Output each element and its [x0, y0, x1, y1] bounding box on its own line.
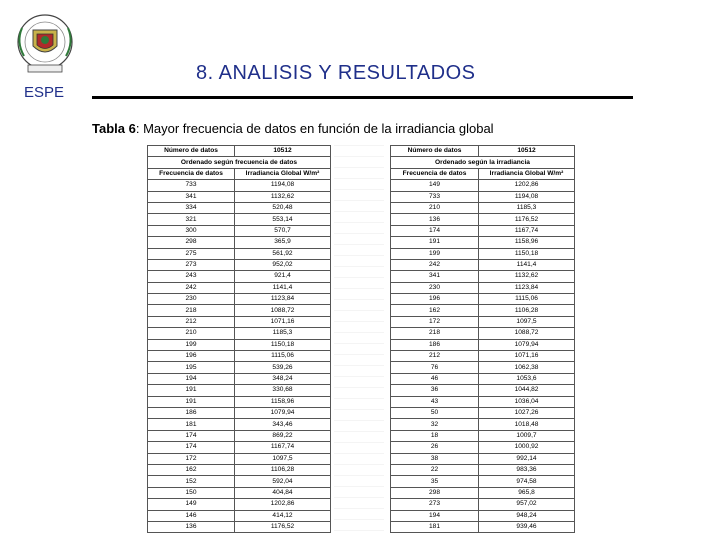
number-of-data-value: 10512 [235, 146, 331, 157]
irradiance-cell: 952,02 [235, 259, 331, 270]
frequency-cell: 218 [391, 328, 479, 339]
irradiance-cell: 365,9 [235, 237, 331, 248]
irradiance-cell: 1115,06 [479, 294, 575, 305]
irradiance-cell: 1202,86 [479, 180, 575, 191]
title-divider [92, 96, 633, 99]
column-header-irradiance: Irradiancia Global W/m² [479, 168, 575, 179]
irradiance-cell: 343,46 [235, 419, 331, 430]
frequency-cell: 196 [148, 351, 235, 362]
irradiance-cell: 1097,5 [235, 453, 331, 464]
frequency-cell: 150 [148, 487, 235, 498]
frequency-cell: 273 [391, 499, 479, 510]
page-title: 8. ANALISIS Y RESULTADOS [196, 62, 476, 84]
irradiance-cell: 1194,08 [479, 191, 575, 202]
table-row [148, 328, 331, 339]
table-row [148, 271, 331, 282]
frequency-cell: 18 [391, 430, 479, 441]
frequency-cell: 218 [148, 305, 235, 316]
frequency-cell: 174 [391, 225, 479, 236]
frequency-cell: 172 [148, 453, 235, 464]
table-row [148, 339, 331, 350]
frequency-cell: 242 [148, 282, 235, 293]
frequency-cell: 275 [148, 248, 235, 259]
frequency-cell: 172 [391, 316, 479, 327]
frequency-cell: 32 [391, 419, 479, 430]
frequency-cell: 191 [148, 396, 235, 407]
irradiance-cell: 1071,16 [235, 316, 331, 327]
frequency-cell: 149 [391, 180, 479, 191]
column-header-irradiance: Irradiancia Global W/m² [235, 168, 331, 179]
irradiance-cell: 553,14 [235, 214, 331, 225]
frequency-cell: 195 [148, 362, 235, 373]
irradiance-cell: 1176,52 [479, 214, 575, 225]
table-row [148, 453, 331, 464]
frequency-cell: 136 [391, 214, 479, 225]
frequency-cell: 162 [391, 305, 479, 316]
table-body [391, 180, 575, 533]
irradiance-cell: 592,04 [235, 476, 331, 487]
table-by-frequency [147, 145, 331, 533]
irradiance-cell: 921,4 [235, 271, 331, 282]
table-row [391, 521, 575, 532]
table-row [391, 282, 575, 293]
frequency-cell: 181 [148, 419, 235, 430]
frequency-cell: 191 [148, 385, 235, 396]
table-row [391, 202, 575, 213]
irradiance-cell: 1062,38 [479, 362, 575, 373]
caption-label: Tabla 6 [92, 121, 136, 136]
frequency-cell: 341 [391, 271, 479, 282]
irradiance-cell: 992,14 [479, 453, 575, 464]
table-row [391, 464, 575, 475]
irradiance-cell: 1141,4 [235, 282, 331, 293]
table-row [148, 464, 331, 475]
table-row [391, 407, 575, 418]
irradiance-cell: 1167,74 [479, 225, 575, 236]
table-row [391, 259, 575, 270]
table-row [148, 476, 331, 487]
frequency-cell: 50 [391, 407, 479, 418]
irradiance-cell: 869,22 [235, 430, 331, 441]
table-row [391, 419, 575, 430]
frequency-cell: 341 [148, 191, 235, 202]
irradiance-cell: 939,46 [479, 521, 575, 532]
irradiance-cell: 1097,5 [479, 316, 575, 327]
table-row [391, 442, 575, 453]
table-row [391, 430, 575, 441]
frequency-cell: 76 [391, 362, 479, 373]
table-row [148, 214, 331, 225]
irradiance-cell: 1115,06 [235, 351, 331, 362]
irradiance-cell: 1088,72 [235, 305, 331, 316]
irradiance-cell: 1123,84 [479, 282, 575, 293]
table-row [391, 214, 575, 225]
irradiance-cell: 414,12 [235, 510, 331, 521]
table-row [391, 328, 575, 339]
table-row [391, 373, 575, 384]
table-row [148, 499, 331, 510]
irradiance-cell: 561,92 [235, 248, 331, 259]
table-row [148, 362, 331, 373]
irradiance-cell: 1079,94 [479, 339, 575, 350]
frequency-cell: 38 [391, 453, 479, 464]
frequency-cell: 733 [391, 191, 479, 202]
frequency-cell: 212 [148, 316, 235, 327]
frequency-cell: 194 [391, 510, 479, 521]
irradiance-cell: 948,24 [479, 510, 575, 521]
number-of-data-label: Número de datos [148, 146, 235, 157]
irradiance-cell: 1027,26 [479, 407, 575, 418]
number-of-data-value: 10512 [479, 146, 575, 157]
table-row [148, 316, 331, 327]
frequency-cell: 36 [391, 385, 479, 396]
table-row [148, 294, 331, 305]
frequency-cell: 46 [391, 373, 479, 384]
table-row [391, 351, 575, 362]
irradiance-cell: 1167,74 [235, 442, 331, 453]
frequency-cell: 191 [391, 237, 479, 248]
irradiance-cell: 1000,92 [479, 442, 575, 453]
table-subtitle: Ordenado según la irradiancia [391, 157, 575, 168]
frequency-cell: 199 [148, 339, 235, 350]
irradiance-cell: 1044,82 [479, 385, 575, 396]
table-row [391, 362, 575, 373]
irradiance-cell: 330,68 [235, 385, 331, 396]
irradiance-cell: 1053,6 [479, 373, 575, 384]
frequency-cell: 230 [391, 282, 479, 293]
irradiance-cell: 1158,96 [235, 396, 331, 407]
table-row [391, 248, 575, 259]
table-row [391, 476, 575, 487]
espe-crest-logo [10, 10, 80, 78]
frequency-cell: 136 [148, 521, 235, 532]
irradiance-cell: 1132,62 [479, 271, 575, 282]
frequency-cell: 181 [391, 521, 479, 532]
table-row [148, 373, 331, 384]
frequency-cell: 35 [391, 476, 479, 487]
frequency-cell: 243 [148, 271, 235, 282]
irradiance-cell: 1141,4 [479, 259, 575, 270]
irradiance-cell: 1088,72 [479, 328, 575, 339]
table-row [148, 407, 331, 418]
table-row [391, 385, 575, 396]
frequency-cell: 26 [391, 442, 479, 453]
table-subtitle: Ordenado según frecuencia de datos [148, 157, 331, 168]
irradiance-cell: 348,24 [235, 373, 331, 384]
table-row [148, 385, 331, 396]
table-row [391, 339, 575, 350]
irradiance-cell: 1176,52 [235, 521, 331, 532]
table-row [148, 305, 331, 316]
frequency-cell: 186 [148, 407, 235, 418]
table-row [148, 180, 331, 191]
irradiance-cell: 983,36 [479, 464, 575, 475]
table-row [391, 237, 575, 248]
table-row [391, 305, 575, 316]
frequency-cell: 146 [148, 510, 235, 521]
frequency-cell: 162 [148, 464, 235, 475]
irradiance-cell: 1071,16 [479, 351, 575, 362]
table-row [148, 419, 331, 430]
irradiance-cell: 1150,18 [479, 248, 575, 259]
frequency-cell: 149 [148, 499, 235, 510]
espe-label: ESPE [24, 84, 65, 101]
irradiance-cell: 1123,84 [235, 294, 331, 305]
table-row [391, 510, 575, 521]
caption-text: : Mayor frecuencia de datos en función de la irradiancia global [135, 121, 494, 136]
table-row [148, 191, 331, 202]
irradiance-cell: 1150,18 [235, 339, 331, 350]
frequency-cell: 273 [148, 259, 235, 270]
table-row [148, 282, 331, 293]
frequency-cell: 334 [148, 202, 235, 213]
table-row [148, 351, 331, 362]
number-of-data-label: Número de datos [391, 146, 479, 157]
frequency-cell: 733 [148, 180, 235, 191]
table-row [148, 430, 331, 441]
frequency-cell: 210 [148, 328, 235, 339]
frequency-cell: 210 [391, 202, 479, 213]
table-row [148, 521, 331, 532]
faint-gridlines [334, 145, 384, 540]
frequency-cell: 22 [391, 464, 479, 475]
irradiance-cell: 1106,28 [479, 305, 575, 316]
table-row [391, 316, 575, 327]
frequency-cell: 230 [148, 294, 235, 305]
frequency-cell: 196 [391, 294, 479, 305]
table-body [148, 180, 331, 533]
table-row [391, 180, 575, 191]
frequency-cell: 43 [391, 396, 479, 407]
table-row [391, 396, 575, 407]
table-row [148, 259, 331, 270]
frequency-cell: 186 [391, 339, 479, 350]
table-row [148, 487, 331, 498]
irradiance-cell: 974,58 [479, 476, 575, 487]
frequency-cell: 199 [391, 248, 479, 259]
table-row [391, 294, 575, 305]
table-row [391, 225, 575, 236]
irradiance-cell: 1009,7 [479, 430, 575, 441]
irradiance-cell: 1106,28 [235, 464, 331, 475]
table-by-irradiance [390, 145, 575, 533]
irradiance-cell: 570,7 [235, 225, 331, 236]
frequency-cell: 298 [391, 487, 479, 498]
frequency-cell: 298 [148, 237, 235, 248]
irradiance-cell: 1158,96 [479, 237, 575, 248]
frequency-cell: 174 [148, 430, 235, 441]
irradiance-cell: 520,48 [235, 202, 331, 213]
table-row [391, 499, 575, 510]
frequency-cell: 174 [148, 442, 235, 453]
irradiance-cell: 1185,3 [235, 328, 331, 339]
table-row [148, 237, 331, 248]
irradiance-cell: 539,26 [235, 362, 331, 373]
table-row [148, 225, 331, 236]
frequency-cell: 194 [148, 373, 235, 384]
table-row [148, 396, 331, 407]
irradiance-cell: 957,02 [479, 499, 575, 510]
irradiance-cell: 965,8 [479, 487, 575, 498]
irradiance-cell: 1079,94 [235, 407, 331, 418]
table-row [391, 271, 575, 282]
irradiance-cell: 404,84 [235, 487, 331, 498]
table-row [391, 487, 575, 498]
column-header-frequency: Frecuencia de datos [391, 168, 479, 179]
frequency-cell: 300 [148, 225, 235, 236]
frequency-cell: 152 [148, 476, 235, 487]
frequency-cell: 242 [391, 259, 479, 270]
irradiance-cell: 1202,86 [235, 499, 331, 510]
irradiance-cell: 1018,48 [479, 419, 575, 430]
frequency-cell: 321 [148, 214, 235, 225]
table-caption [92, 121, 494, 136]
table-row [391, 453, 575, 464]
table-row [148, 202, 331, 213]
irradiance-cell: 1194,08 [235, 180, 331, 191]
table-row [148, 248, 331, 259]
column-header-frequency: Frecuencia de datos [148, 168, 235, 179]
table-row [391, 191, 575, 202]
frequency-cell: 212 [391, 351, 479, 362]
irradiance-cell: 1132,62 [235, 191, 331, 202]
table-row [148, 442, 331, 453]
irradiance-cell: 1185,3 [479, 202, 575, 213]
table-row [148, 510, 331, 521]
irradiance-cell: 1036,04 [479, 396, 575, 407]
